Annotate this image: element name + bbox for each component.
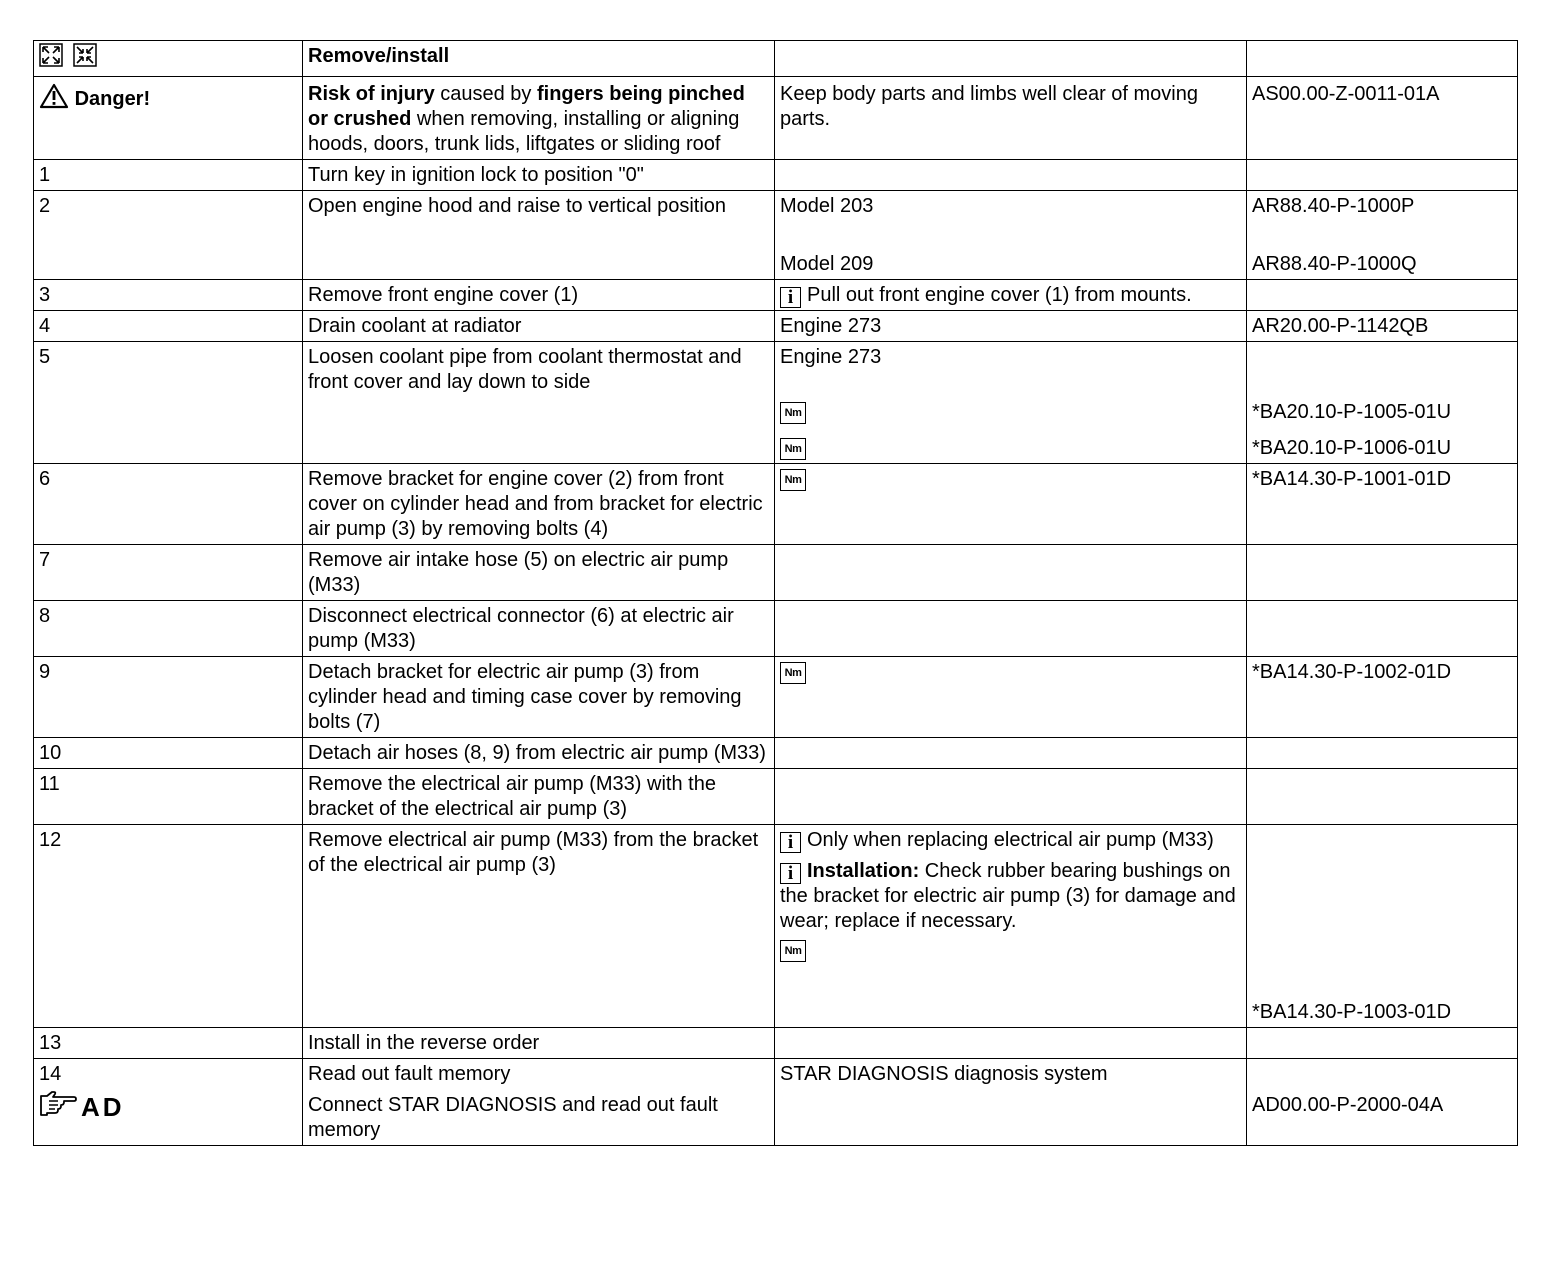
step-text: Remove the electrical air pump (M33) with the bracket of the electrical air pump (3) — [303, 769, 775, 825]
procedure-table — [33, 40, 1518, 1146]
step-text: Turn key in ignition lock to position "0" — [303, 160, 775, 191]
step-note — [775, 601, 1247, 657]
collapse-arrows-icon — [73, 43, 97, 74]
doc-link-code[interactable]: *BA14.30-P-1002-01D — [1247, 657, 1518, 738]
step-text: Install in the reverse order — [303, 1028, 775, 1059]
table-row — [34, 738, 1518, 769]
step-text: Remove air intake hose (5) on electric air pump (M33) — [303, 545, 775, 601]
step-number: 6 — [34, 464, 303, 545]
step-code — [1247, 601, 1518, 657]
step-note — [775, 1028, 1247, 1059]
table-row — [34, 311, 1518, 342]
table-row — [34, 464, 1518, 545]
header-icons-cell — [34, 41, 303, 77]
step-text: Remove electrical air pump (M33) from the bracket of the electrical air pump (3) — [303, 825, 775, 1028]
step-text: Remove front engine cover (1) — [303, 280, 775, 311]
torque-nm-icon[interactable]: Nm — [780, 662, 806, 684]
step-code — [1247, 545, 1518, 601]
step-note: Engine 273 — [775, 311, 1247, 342]
table-row — [34, 601, 1518, 657]
step-text: Loosen coolant pipe from coolant thermostat and front cover and lay down to side — [303, 342, 775, 464]
step-note — [775, 769, 1247, 825]
step-number: 11 — [34, 769, 303, 825]
info-icon: i — [780, 832, 801, 853]
step-code — [1247, 1059, 1518, 1146]
note-text: Pull out front engine cover (1) from mounts. — [807, 284, 1192, 306]
step-number: 9 — [34, 657, 303, 738]
step-text: Disconnect electrical connector (6) at electric air pump (M33) — [303, 601, 775, 657]
risk-text-1: caused by — [434, 83, 537, 105]
note-model-203: Model 203 — [780, 195, 874, 217]
step-number: 13 — [34, 1028, 303, 1059]
step-note — [775, 280, 1247, 311]
torque-nm-icon[interactable]: Nm — [780, 402, 806, 424]
warning-triangle-icon — [39, 83, 69, 116]
danger-cell — [34, 77, 303, 160]
step-text: Open engine hood and raise to vertical position — [303, 191, 775, 280]
step-code — [1247, 160, 1518, 191]
step-text: Detach air hoses (8, 9) from electric air pump (M33) — [303, 738, 775, 769]
fingers-pinched-text: fingers being pinched or crushed — [308, 83, 745, 130]
table-row — [34, 545, 1518, 601]
read-fault-memory-text: Read out fault memory — [308, 1063, 511, 1085]
step-text: Detach bracket for electric air pump (3) from cylinder head and timing case cover by removing bolts (7) — [303, 657, 775, 738]
doc-link-code[interactable]: AR88.40-P-1000Q — [1252, 253, 1417, 275]
step-code — [1247, 738, 1518, 769]
info-icon: i — [780, 863, 801, 884]
ad-label: AD — [81, 1092, 125, 1122]
table-row — [34, 1028, 1518, 1059]
step-number: 10 — [34, 738, 303, 769]
header-title: Remove/install — [303, 41, 775, 77]
step-note — [775, 738, 1247, 769]
step-code — [1247, 1028, 1518, 1059]
step-note — [775, 545, 1247, 601]
step-number: 14 — [39, 1063, 62, 1085]
torque-nm-icon[interactable]: Nm — [780, 940, 806, 962]
step-note: STAR DIAGNOSIS diagnosis system — [775, 1059, 1247, 1146]
doc-link-code[interactable]: AR20.00-P-1142QB — [1247, 311, 1518, 342]
pointing-hand-icon — [39, 1091, 77, 1124]
step-number: 12 — [34, 825, 303, 1028]
risk-of-injury-text: Risk of injury — [308, 83, 435, 105]
doc-link-code[interactable]: *BA20.10-P-1006-01U — [1252, 437, 1452, 459]
table-row — [34, 342, 1518, 464]
table-row — [34, 657, 1518, 738]
note-engine-273: Engine 273 — [780, 346, 882, 368]
step-number: 7 — [34, 545, 303, 601]
step-note — [775, 657, 1247, 738]
table-row — [34, 160, 1518, 191]
danger-advice: Keep body parts and limbs well clear of moving parts. — [775, 77, 1247, 160]
step-number: 2 — [34, 191, 303, 280]
note-installation: Check rubber bearing bushings on the bracket for electric air pump (3) for damage and wear; replace if necessary. — [780, 860, 1236, 932]
step-code — [1247, 825, 1518, 1028]
table-row — [34, 280, 1518, 311]
step-text: Remove bracket for engine cover (2) from front cover on cylinder head and from bracket for electric air pump (3) by removing bolts (4) — [303, 464, 775, 545]
step-text: Drain coolant at radiator — [303, 311, 775, 342]
danger-row — [34, 77, 1518, 160]
step-note — [775, 342, 1247, 464]
doc-link-code[interactable]: *BA20.10-P-1005-01U — [1252, 401, 1452, 423]
step-note — [775, 191, 1247, 280]
danger-text-cell — [303, 77, 775, 160]
step-code — [1247, 769, 1518, 825]
table-row — [34, 191, 1518, 280]
step-text — [303, 1059, 775, 1146]
table-row — [34, 825, 1518, 1028]
step-note — [775, 825, 1247, 1028]
step-code — [1247, 342, 1518, 464]
doc-link-code[interactable]: *BA14.30-P-1001-01D — [1247, 464, 1518, 545]
table-row — [34, 1059, 1518, 1146]
torque-nm-icon[interactable]: Nm — [780, 438, 806, 460]
step-number: 5 — [34, 342, 303, 464]
step-number: 1 — [34, 160, 303, 191]
risk-text-2: when removing, installing or aligning hoods, doors, trunk lids, liftgates or sliding roof — [308, 108, 740, 155]
step-note — [775, 464, 1247, 545]
torque-nm-icon[interactable]: Nm — [780, 469, 806, 491]
step-number-cell — [34, 1059, 303, 1146]
step-number: 4 — [34, 311, 303, 342]
header-empty-4 — [1247, 41, 1518, 77]
doc-link-code[interactable]: AR88.40-P-1000P — [1252, 195, 1415, 217]
header-row — [34, 41, 1518, 77]
expand-arrows-icon — [39, 43, 63, 74]
doc-link-code[interactable]: *BA14.30-P-1003-01D — [1252, 1001, 1452, 1023]
step-number: 8 — [34, 601, 303, 657]
note-model-209: Model 209 — [780, 253, 874, 275]
connect-star-text: Connect STAR DIAGNOSIS and read out fault memory — [308, 1094, 718, 1141]
ad-marker — [39, 1091, 125, 1124]
step-note — [775, 160, 1247, 191]
header-empty-3 — [775, 41, 1247, 77]
step-number: 3 — [34, 280, 303, 311]
table-row — [34, 769, 1518, 825]
step-code — [1247, 280, 1518, 311]
danger-label: Danger! — [74, 87, 151, 110]
installation-label: Installation: — [807, 860, 920, 882]
doc-link-code[interactable]: AD00.00-P-2000-04A — [1252, 1094, 1444, 1116]
step-code — [1247, 191, 1518, 280]
danger-code: AS00.00-Z-0011-01A — [1247, 77, 1518, 160]
note-replacing-pump: Only when replacing electrical air pump (M33) — [807, 829, 1214, 851]
info-icon: i — [780, 287, 801, 308]
